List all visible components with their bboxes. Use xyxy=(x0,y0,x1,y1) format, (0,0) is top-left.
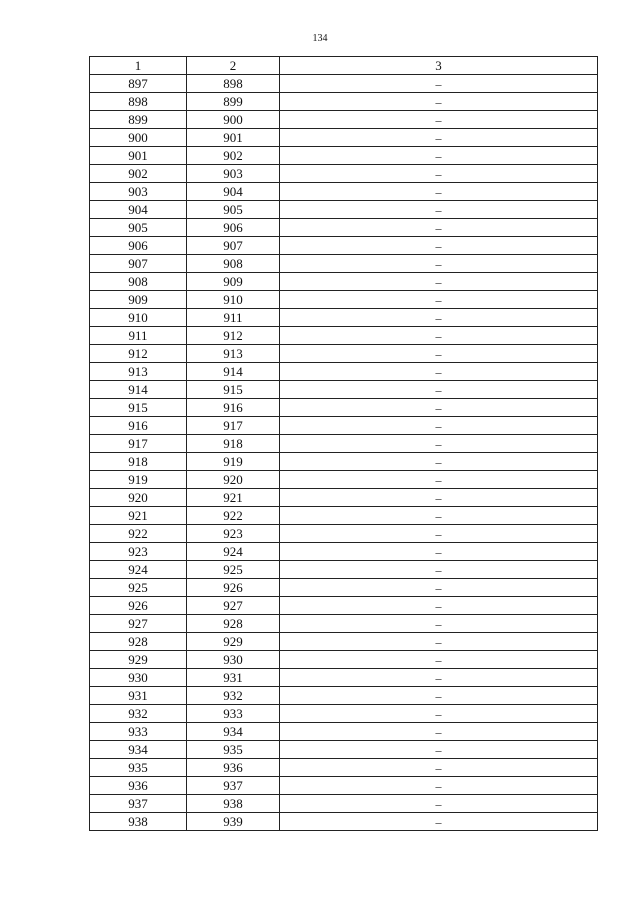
table-cell-col-1: 918 xyxy=(90,453,187,471)
table-cell-col-3: – xyxy=(280,255,598,273)
table-row xyxy=(90,165,598,183)
table-row xyxy=(90,489,598,507)
table-cell-col-1: 921 xyxy=(90,507,187,525)
table-cell-col-2: 903 xyxy=(187,165,280,183)
table-cell-col-2: 919 xyxy=(187,453,280,471)
table-cell-col-3: – xyxy=(280,435,598,453)
table-cell-col-3: – xyxy=(280,273,598,291)
table-row xyxy=(90,813,598,831)
table-cell-col-1: 933 xyxy=(90,723,187,741)
table-cell-col-2: 913 xyxy=(187,345,280,363)
table-cell-col-1: 930 xyxy=(90,669,187,687)
table-cell-col-2: 929 xyxy=(187,633,280,651)
table-row xyxy=(90,129,598,147)
table-cell-col-3: – xyxy=(280,219,598,237)
table-cell-col-3: – xyxy=(280,705,598,723)
column-header-2: 2 xyxy=(187,57,280,75)
table-cell-col-2: 909 xyxy=(187,273,280,291)
table-cell-col-1: 908 xyxy=(90,273,187,291)
table-row xyxy=(90,435,598,453)
table-cell-col-1: 907 xyxy=(90,255,187,273)
table-cell-col-2: 898 xyxy=(187,75,280,93)
table-cell-col-2: 924 xyxy=(187,543,280,561)
table-header-row xyxy=(90,57,598,75)
table-cell-col-2: 916 xyxy=(187,399,280,417)
table-cell-col-3: – xyxy=(280,147,598,165)
table-cell-col-2: 901 xyxy=(187,129,280,147)
table-cell-col-2: 911 xyxy=(187,309,280,327)
table-row xyxy=(90,363,598,381)
table-row xyxy=(90,309,598,327)
table-cell-col-2: 927 xyxy=(187,597,280,615)
table-row xyxy=(90,525,598,543)
table-cell-col-3: – xyxy=(280,633,598,651)
table-cell-col-2: 938 xyxy=(187,795,280,813)
column-header-3: 3 xyxy=(280,57,598,75)
table-cell-col-3: – xyxy=(280,381,598,399)
table-row xyxy=(90,651,598,669)
table-cell-col-1: 911 xyxy=(90,327,187,345)
table-cell-col-1: 937 xyxy=(90,795,187,813)
table-cell-col-2: 925 xyxy=(187,561,280,579)
table-row xyxy=(90,741,598,759)
table-row xyxy=(90,561,598,579)
table-cell-col-3: – xyxy=(280,579,598,597)
table-row xyxy=(90,705,598,723)
table-cell-col-3: – xyxy=(280,759,598,777)
table-cell-col-2: 906 xyxy=(187,219,280,237)
table-row xyxy=(90,687,598,705)
table-row xyxy=(90,147,598,165)
table-cell-col-1: 906 xyxy=(90,237,187,255)
table-row xyxy=(90,255,598,273)
table-cell-col-3: – xyxy=(280,111,598,129)
table-cell-col-3: – xyxy=(280,453,598,471)
table-cell-col-3: – xyxy=(280,129,598,147)
table-cell-col-2: 933 xyxy=(187,705,280,723)
table-cell-col-2: 917 xyxy=(187,417,280,435)
table-cell-col-2: 902 xyxy=(187,147,280,165)
table-cell-col-2: 899 xyxy=(187,93,280,111)
table-cell-col-3: – xyxy=(280,291,598,309)
table-cell-col-1: 923 xyxy=(90,543,187,561)
table-cell-col-2: 932 xyxy=(187,687,280,705)
table-cell-col-1: 915 xyxy=(90,399,187,417)
table-cell-col-1: 900 xyxy=(90,129,187,147)
table-row xyxy=(90,237,598,255)
table-cell-col-3: – xyxy=(280,237,598,255)
table-row xyxy=(90,201,598,219)
table-row xyxy=(90,345,598,363)
table-cell-col-3: – xyxy=(280,165,598,183)
table-cell-col-3: – xyxy=(280,723,598,741)
table-row xyxy=(90,543,598,561)
table-cell-col-3: – xyxy=(280,525,598,543)
table-row xyxy=(90,723,598,741)
table-cell-col-2: 907 xyxy=(187,237,280,255)
table-cell-col-3: – xyxy=(280,741,598,759)
table-cell-col-3: – xyxy=(280,687,598,705)
table-cell-col-2: 937 xyxy=(187,777,280,795)
table-row xyxy=(90,669,598,687)
table-cell-col-1: 910 xyxy=(90,309,187,327)
table-row xyxy=(90,453,598,471)
column-header-1: 1 xyxy=(90,57,187,75)
table-row xyxy=(90,273,598,291)
table-cell-col-3: – xyxy=(280,543,598,561)
data-table xyxy=(89,56,598,831)
table-row xyxy=(90,93,598,111)
table-cell-col-1: 934 xyxy=(90,741,187,759)
table-cell-col-1: 931 xyxy=(90,687,187,705)
table-cell-col-2: 914 xyxy=(187,363,280,381)
table-row xyxy=(90,327,598,345)
table-cell-col-2: 921 xyxy=(187,489,280,507)
table-row xyxy=(90,417,598,435)
table-cell-col-2: 922 xyxy=(187,507,280,525)
table-row xyxy=(90,381,598,399)
table-row xyxy=(90,579,598,597)
table-cell-col-3: – xyxy=(280,417,598,435)
table-cell-col-3: – xyxy=(280,309,598,327)
table-cell-col-1: 916 xyxy=(90,417,187,435)
table-cell-col-1: 914 xyxy=(90,381,187,399)
table-cell-col-3: – xyxy=(280,183,598,201)
table-cell-col-1: 929 xyxy=(90,651,187,669)
table-cell-col-3: – xyxy=(280,561,598,579)
table-cell-col-2: 931 xyxy=(187,669,280,687)
table-cell-col-1: 904 xyxy=(90,201,187,219)
table-cell-col-2: 912 xyxy=(187,327,280,345)
table-cell-col-1: 913 xyxy=(90,363,187,381)
table-cell-col-1: 935 xyxy=(90,759,187,777)
table-cell-col-3: – xyxy=(280,327,598,345)
table-cell-col-2: 936 xyxy=(187,759,280,777)
table-cell-col-3: – xyxy=(280,75,598,93)
table-row xyxy=(90,75,598,93)
table-cell-col-3: – xyxy=(280,471,598,489)
table-cell-col-1: 899 xyxy=(90,111,187,129)
table-cell-col-1: 902 xyxy=(90,165,187,183)
table-row xyxy=(90,507,598,525)
table-cell-col-1: 920 xyxy=(90,489,187,507)
table-cell-col-1: 919 xyxy=(90,471,187,489)
table-row xyxy=(90,183,598,201)
table-row xyxy=(90,399,598,417)
table-cell-col-3: – xyxy=(280,507,598,525)
table-cell-col-2: 930 xyxy=(187,651,280,669)
table-cell-col-2: 934 xyxy=(187,723,280,741)
table-cell-col-3: – xyxy=(280,813,598,831)
table-cell-col-1: 898 xyxy=(90,93,187,111)
table-row xyxy=(90,615,598,633)
page-number: 134 xyxy=(312,33,328,44)
table-row xyxy=(90,597,598,615)
table-cell-col-3: – xyxy=(280,615,598,633)
table-cell-col-2: 904 xyxy=(187,183,280,201)
table-cell-col-1: 928 xyxy=(90,633,187,651)
table-row xyxy=(90,471,598,489)
table-cell-col-1: 922 xyxy=(90,525,187,543)
table-body xyxy=(90,75,598,831)
table-cell-col-3: – xyxy=(280,669,598,687)
table-row xyxy=(90,777,598,795)
table-cell-col-3: – xyxy=(280,93,598,111)
table-cell-col-2: 918 xyxy=(187,435,280,453)
table-cell-col-2: 928 xyxy=(187,615,280,633)
table-cell-col-2: 935 xyxy=(187,741,280,759)
table-cell-col-3: – xyxy=(280,399,598,417)
table-cell-col-3: – xyxy=(280,651,598,669)
table-cell-col-3: – xyxy=(280,597,598,615)
table-cell-col-1: 912 xyxy=(90,345,187,363)
table-cell-col-1: 901 xyxy=(90,147,187,165)
table-row xyxy=(90,795,598,813)
table-row xyxy=(90,219,598,237)
table-cell-col-3: – xyxy=(280,363,598,381)
table-cell-col-1: 936 xyxy=(90,777,187,795)
table-cell-col-2: 905 xyxy=(187,201,280,219)
table-cell-col-1: 927 xyxy=(90,615,187,633)
table-row xyxy=(90,111,598,129)
table-row xyxy=(90,633,598,651)
table-cell-col-2: 926 xyxy=(187,579,280,597)
table-cell-col-2: 920 xyxy=(187,471,280,489)
table-cell-col-2: 915 xyxy=(187,381,280,399)
table-cell-col-1: 924 xyxy=(90,561,187,579)
table-cell-col-1: 925 xyxy=(90,579,187,597)
table-cell-col-3: – xyxy=(280,795,598,813)
table-cell-col-3: – xyxy=(280,777,598,795)
table-row xyxy=(90,759,598,777)
table-cell-col-1: 926 xyxy=(90,597,187,615)
table-cell-col-2: 923 xyxy=(187,525,280,543)
table-cell-col-2: 908 xyxy=(187,255,280,273)
table-cell-col-2: 900 xyxy=(187,111,280,129)
table-cell-col-2: 939 xyxy=(187,813,280,831)
table-cell-col-1: 905 xyxy=(90,219,187,237)
table-row xyxy=(90,291,598,309)
table-cell-col-1: 917 xyxy=(90,435,187,453)
table-cell-col-1: 897 xyxy=(90,75,187,93)
table-cell-col-3: – xyxy=(280,345,598,363)
table-cell-col-1: 938 xyxy=(90,813,187,831)
table-cell-col-3: – xyxy=(280,201,598,219)
table-cell-col-1: 932 xyxy=(90,705,187,723)
table-cell-col-1: 909 xyxy=(90,291,187,309)
table-cell-col-1: 903 xyxy=(90,183,187,201)
table-cell-col-3: – xyxy=(280,489,598,507)
table-cell-col-2: 910 xyxy=(187,291,280,309)
